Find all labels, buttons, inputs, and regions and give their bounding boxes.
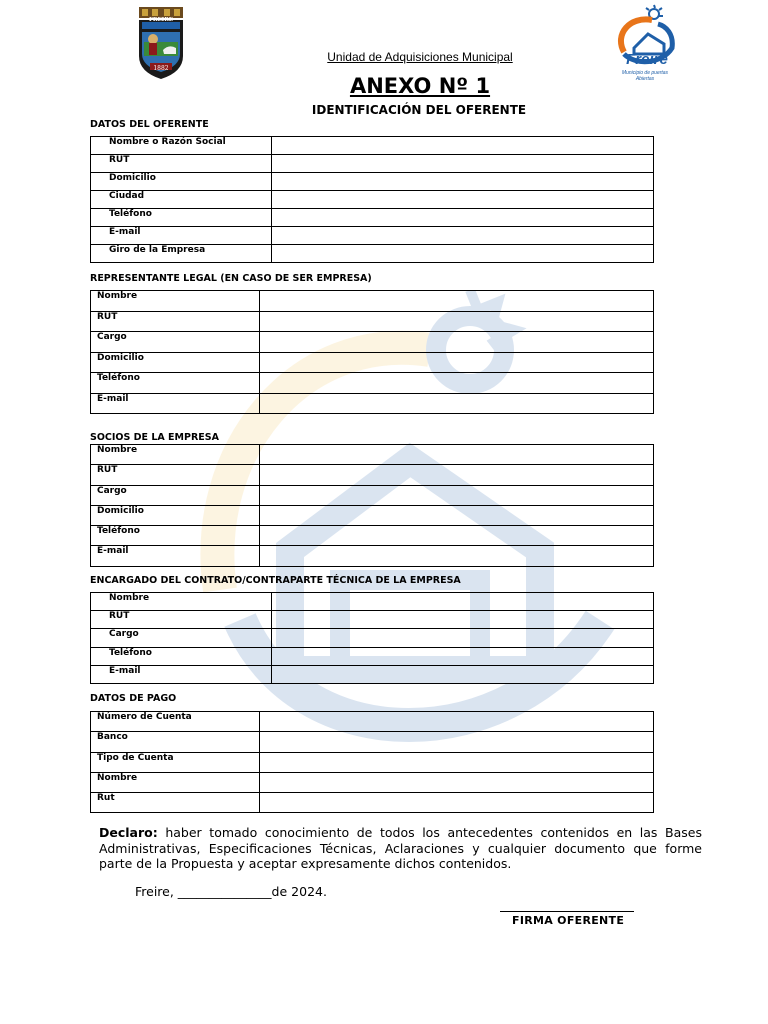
field-value-blank[interactable] [272, 137, 654, 155]
field-value-blank[interactable] [272, 647, 654, 665]
field-value-blank[interactable] [260, 526, 654, 546]
field-label: Cargo [91, 485, 260, 505]
section-title-encargado: ENCARGADO DEL CONTRATO/CONTRAPARTE TÉCNICA DE LA EMPRESA [90, 575, 461, 586]
field-value-blank[interactable] [260, 732, 654, 752]
field-value-blank[interactable] [272, 191, 654, 209]
form-row [91, 593, 654, 611]
field-value-blank[interactable] [260, 793, 654, 813]
field-value-blank[interactable] [260, 311, 654, 332]
field-label: Ciudad [91, 191, 272, 209]
form-row [91, 647, 654, 665]
socios-table [90, 444, 654, 567]
form-row [91, 752, 654, 772]
field-label: E-mail [91, 227, 272, 245]
form-row [91, 173, 654, 191]
form-row [91, 629, 654, 647]
signature-label: FIRMA OFERENTE [512, 914, 625, 927]
field-label: E-mail [91, 393, 260, 414]
date-line: Freire, _______________de 2024. [135, 884, 327, 899]
section-title-pago: DATOS DE PAGO [90, 693, 177, 704]
form-row [91, 137, 654, 155]
field-value-blank[interactable] [260, 291, 654, 312]
form-row [91, 155, 654, 173]
crest-year-text: 1882 [153, 65, 169, 72]
form-row [91, 465, 654, 485]
field-label: Teléfono [91, 373, 260, 394]
form-row [91, 393, 654, 414]
field-value-blank[interactable] [260, 772, 654, 792]
field-value-blank[interactable] [272, 209, 654, 227]
declaration-paragraph [99, 825, 702, 872]
section-title-representante: REPRESENTANTE LEGAL (EN CASO DE SER EMPRESA) [90, 273, 372, 284]
form-row [91, 712, 654, 732]
field-label: Nombre o Razón Social [91, 137, 272, 155]
field-value-blank[interactable] [260, 752, 654, 772]
field-label: Teléfono [91, 526, 260, 546]
field-value-blank[interactable] [272, 629, 654, 647]
field-value-blank[interactable] [272, 611, 654, 629]
field-label: Tipo de Cuenta [91, 752, 260, 772]
pago-table [90, 711, 654, 813]
field-label: Banco [91, 732, 260, 752]
field-value-blank[interactable] [272, 665, 654, 683]
field-value-blank[interactable] [260, 505, 654, 525]
form-row [91, 445, 654, 465]
declaration-lead: Declaro: [99, 825, 158, 840]
annex-title: ANEXO Nº 1 [349, 74, 491, 98]
field-value-blank[interactable] [272, 245, 654, 263]
form-row [91, 732, 654, 752]
field-value-blank[interactable] [272, 593, 654, 611]
form-row [91, 291, 654, 312]
form-row [91, 665, 654, 683]
form-row [91, 546, 654, 566]
field-label: Domicilio [91, 505, 260, 525]
field-label: RUT [91, 465, 260, 485]
field-label: Teléfono [91, 209, 272, 227]
brand-name: Freire [626, 51, 668, 68]
field-value-blank[interactable] [260, 712, 654, 732]
form-row [91, 311, 654, 332]
field-value-blank[interactable] [260, 465, 654, 485]
field-label: Domicilio [91, 173, 272, 191]
field-label: Domicilio [91, 352, 260, 373]
field-label: Nombre [91, 291, 260, 312]
signature-line [500, 911, 634, 912]
field-value-blank[interactable] [260, 393, 654, 414]
field-label: Número de Cuenta [91, 712, 260, 732]
representante-table [90, 290, 654, 414]
field-label: RUT [91, 311, 260, 332]
form-row [91, 505, 654, 525]
field-label: Teléfono [91, 647, 272, 665]
declaration-text: haber tomado conocimiento de todos los antecedentes contenidos en las Bases Administrativas, Especificaciones Técnicas, Aclaraciones y cualquier documento que forme parte de la Propuesta y aceptar expresamente dichos contenidos. [99, 825, 702, 872]
section-title-oferente: DATOS DEL OFERENTE [90, 119, 209, 130]
form-row [91, 245, 654, 263]
field-label: RUT [91, 611, 272, 629]
encargado-table [90, 592, 654, 684]
field-value-blank[interactable] [272, 155, 654, 173]
section-title-socios: SOCIOS DE LA EMPRESA [90, 432, 219, 443]
unit-title: Unidad de Adquisiciones Municipal [327, 50, 513, 64]
form-row [91, 526, 654, 546]
crest-banner-text: FREIRE [148, 17, 173, 23]
field-value-blank[interactable] [260, 352, 654, 373]
form-row [91, 227, 654, 245]
form-row [91, 332, 654, 353]
field-label: Nombre [91, 445, 260, 465]
brand-tagline: Municipio de puertas Abiertas [621, 70, 669, 82]
field-label: RUT [91, 155, 272, 173]
field-label: E-mail [91, 665, 272, 683]
field-label: Cargo [91, 332, 260, 353]
field-value-blank[interactable] [260, 445, 654, 465]
form-row [91, 485, 654, 505]
field-label: Cargo [91, 629, 272, 647]
form-row [91, 772, 654, 792]
field-label: Rut [91, 793, 260, 813]
field-label: E-mail [91, 546, 260, 566]
oferente-table [90, 136, 654, 263]
form-row [91, 373, 654, 394]
form-row [91, 611, 654, 629]
form-row [91, 191, 654, 209]
form-row [91, 793, 654, 813]
field-value-blank[interactable] [260, 485, 654, 505]
form-row [91, 352, 654, 373]
field-label: Giro de la Empresa [91, 245, 272, 263]
field-value-blank[interactable] [260, 373, 654, 394]
field-value-blank[interactable] [272, 227, 654, 245]
form-subtitle: IDENTIFICACIÓN DEL OFERENTE [311, 103, 527, 117]
field-label: Nombre [91, 772, 260, 792]
field-value-blank[interactable] [260, 546, 654, 566]
field-value-blank[interactable] [272, 173, 654, 191]
field-label: Nombre [91, 593, 272, 611]
form-row [91, 209, 654, 227]
field-value-blank[interactable] [260, 332, 654, 353]
